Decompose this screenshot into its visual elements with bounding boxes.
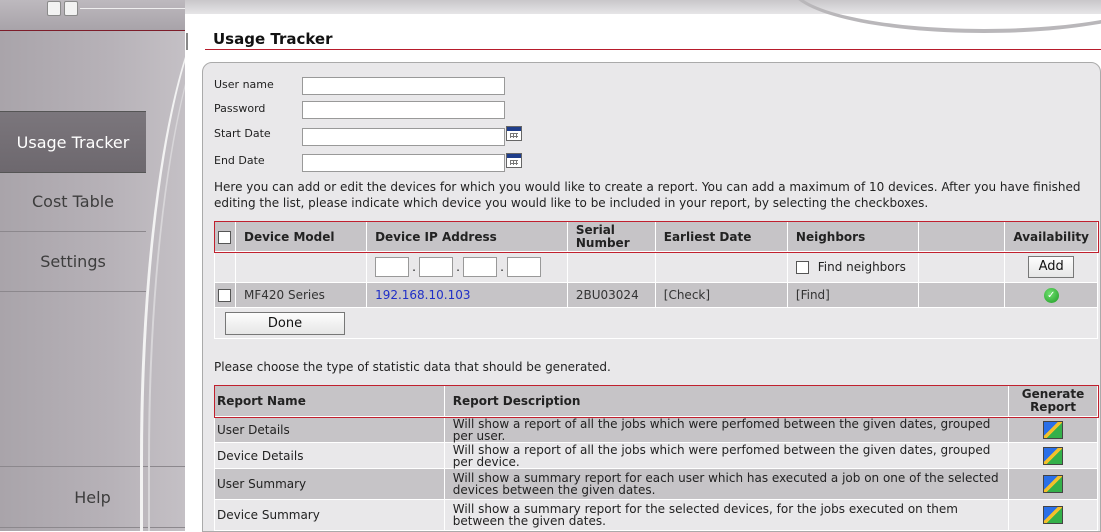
sidebar-item-usage-tracker[interactable] xyxy=(0,111,146,173)
device-model: MF420 Series xyxy=(235,283,366,308)
select-all-checkbox[interactable] xyxy=(218,231,231,244)
ip-octet-input[interactable] xyxy=(507,257,541,277)
title-marker xyxy=(186,33,188,50)
ip-dot: . xyxy=(500,259,504,274)
window-control-icon[interactable] xyxy=(47,1,61,16)
ip-dot: . xyxy=(456,259,460,274)
intro-text: Here you can add or edit the devices for which you would like to create a report. You can add a maximum of 10 devices. After you have finished editing the list, please indicate which device you would like to be included in your report, by selecting the checkboxes. xyxy=(214,180,1081,210)
ip-octet-input[interactable] xyxy=(463,257,497,277)
sidebar-item-settings[interactable] xyxy=(0,231,146,292)
add-device-row xyxy=(215,252,1098,283)
select-all-cell xyxy=(215,222,236,252)
sidebar-item-label: Settings xyxy=(40,251,106,271)
report-choose-text: Please choose the type of statistic data that should be generated. xyxy=(214,360,611,374)
device-checkbox[interactable] xyxy=(218,289,231,302)
password-field[interactable] xyxy=(302,101,505,119)
table-header-row xyxy=(215,386,1098,417)
calendar-icon[interactable] xyxy=(506,126,522,141)
device-table xyxy=(214,221,1098,339)
column-header: Report Name xyxy=(215,386,445,417)
report-description: Will show a report of all the jobs which were perfomed between the given dates, grouped per device. xyxy=(444,443,1008,469)
ip-input-group xyxy=(367,252,568,283)
done-row xyxy=(215,308,1098,339)
report-name: User Summary xyxy=(215,469,445,500)
column-header: Report Description xyxy=(444,386,1008,417)
generate-report-icon[interactable] xyxy=(1043,447,1063,465)
ip-dot: . xyxy=(412,259,416,274)
decorative-curve xyxy=(140,0,185,531)
decorative-curve xyxy=(148,0,185,531)
column-header: Device Model xyxy=(235,222,366,252)
report-description: Will show a summary report for the selected devices, for the jobs executed on them between the given dates. xyxy=(444,500,1008,531)
sidebar-item-cost-table[interactable] xyxy=(0,171,146,232)
find-neighbors-label: Find neighbors xyxy=(817,260,906,274)
header-swoosh xyxy=(790,0,1101,33)
end-date-field[interactable] xyxy=(302,154,505,172)
username-label: User name xyxy=(214,78,274,91)
table-row xyxy=(215,469,1098,500)
table-row xyxy=(215,417,1098,443)
done-button[interactable]: Done xyxy=(225,312,345,335)
find-link[interactable]: [Find] xyxy=(787,283,918,308)
report-table xyxy=(214,385,1098,531)
check-link[interactable]: [Check] xyxy=(655,283,787,308)
add-button[interactable]: Add xyxy=(1028,256,1074,278)
generate-report-icon[interactable] xyxy=(1043,506,1063,524)
sidebar-top-bar xyxy=(0,0,185,31)
sidebar-item-label: Help xyxy=(74,487,111,507)
sidebar-item-label: Cost Table xyxy=(31,191,115,211)
password-label: Password xyxy=(214,102,266,115)
table-header-row xyxy=(215,222,1098,252)
window-control-icon[interactable] xyxy=(64,1,78,16)
divider xyxy=(80,8,185,9)
column-header xyxy=(919,222,1005,252)
ip-octet-input[interactable] xyxy=(375,257,409,277)
serial-number: 2BU03024 xyxy=(567,283,655,308)
report-description: Will show a report of all the jobs which were perfomed between the given dates, grouped per user. xyxy=(444,417,1008,443)
device-ip-link[interactable]: 192.168.10.103 xyxy=(375,288,471,302)
column-header: Device IP Address xyxy=(367,222,568,252)
sidebar-item-label: Usage Tracker xyxy=(16,132,130,152)
report-name: User Details xyxy=(215,417,445,443)
calendar-icon[interactable] xyxy=(506,153,522,168)
table-row xyxy=(215,283,1098,308)
start-date-field[interactable] xyxy=(302,128,505,146)
generate-report-icon[interactable] xyxy=(1043,421,1063,439)
report-name: Device Details xyxy=(215,443,445,469)
column-header: Earliest Date xyxy=(655,222,787,252)
start-date-label: Start Date xyxy=(214,127,271,140)
table-row xyxy=(215,500,1098,531)
column-header: Neighbors xyxy=(787,222,918,252)
end-date-label: End Date xyxy=(214,154,265,167)
column-header: Serial Number xyxy=(567,222,655,252)
check-circle-icon: ✓ xyxy=(1044,288,1059,303)
table-row xyxy=(215,443,1098,469)
report-name: Device Summary xyxy=(215,500,445,531)
sidebar-item-help[interactable] xyxy=(0,466,185,528)
column-header: Availability xyxy=(1005,222,1098,252)
ip-octet-input[interactable] xyxy=(419,257,453,277)
username-field[interactable] xyxy=(302,77,505,95)
find-neighbors-checkbox[interactable] xyxy=(796,261,809,274)
sidebar xyxy=(0,0,185,531)
page-title: Usage Tracker xyxy=(205,30,1101,50)
report-description: Will show a summary report for each user which has executed a job on one of the selected devices between the given dates. xyxy=(444,469,1008,500)
column-header: Generate Report xyxy=(1009,386,1098,417)
generate-report-icon[interactable] xyxy=(1043,475,1063,493)
